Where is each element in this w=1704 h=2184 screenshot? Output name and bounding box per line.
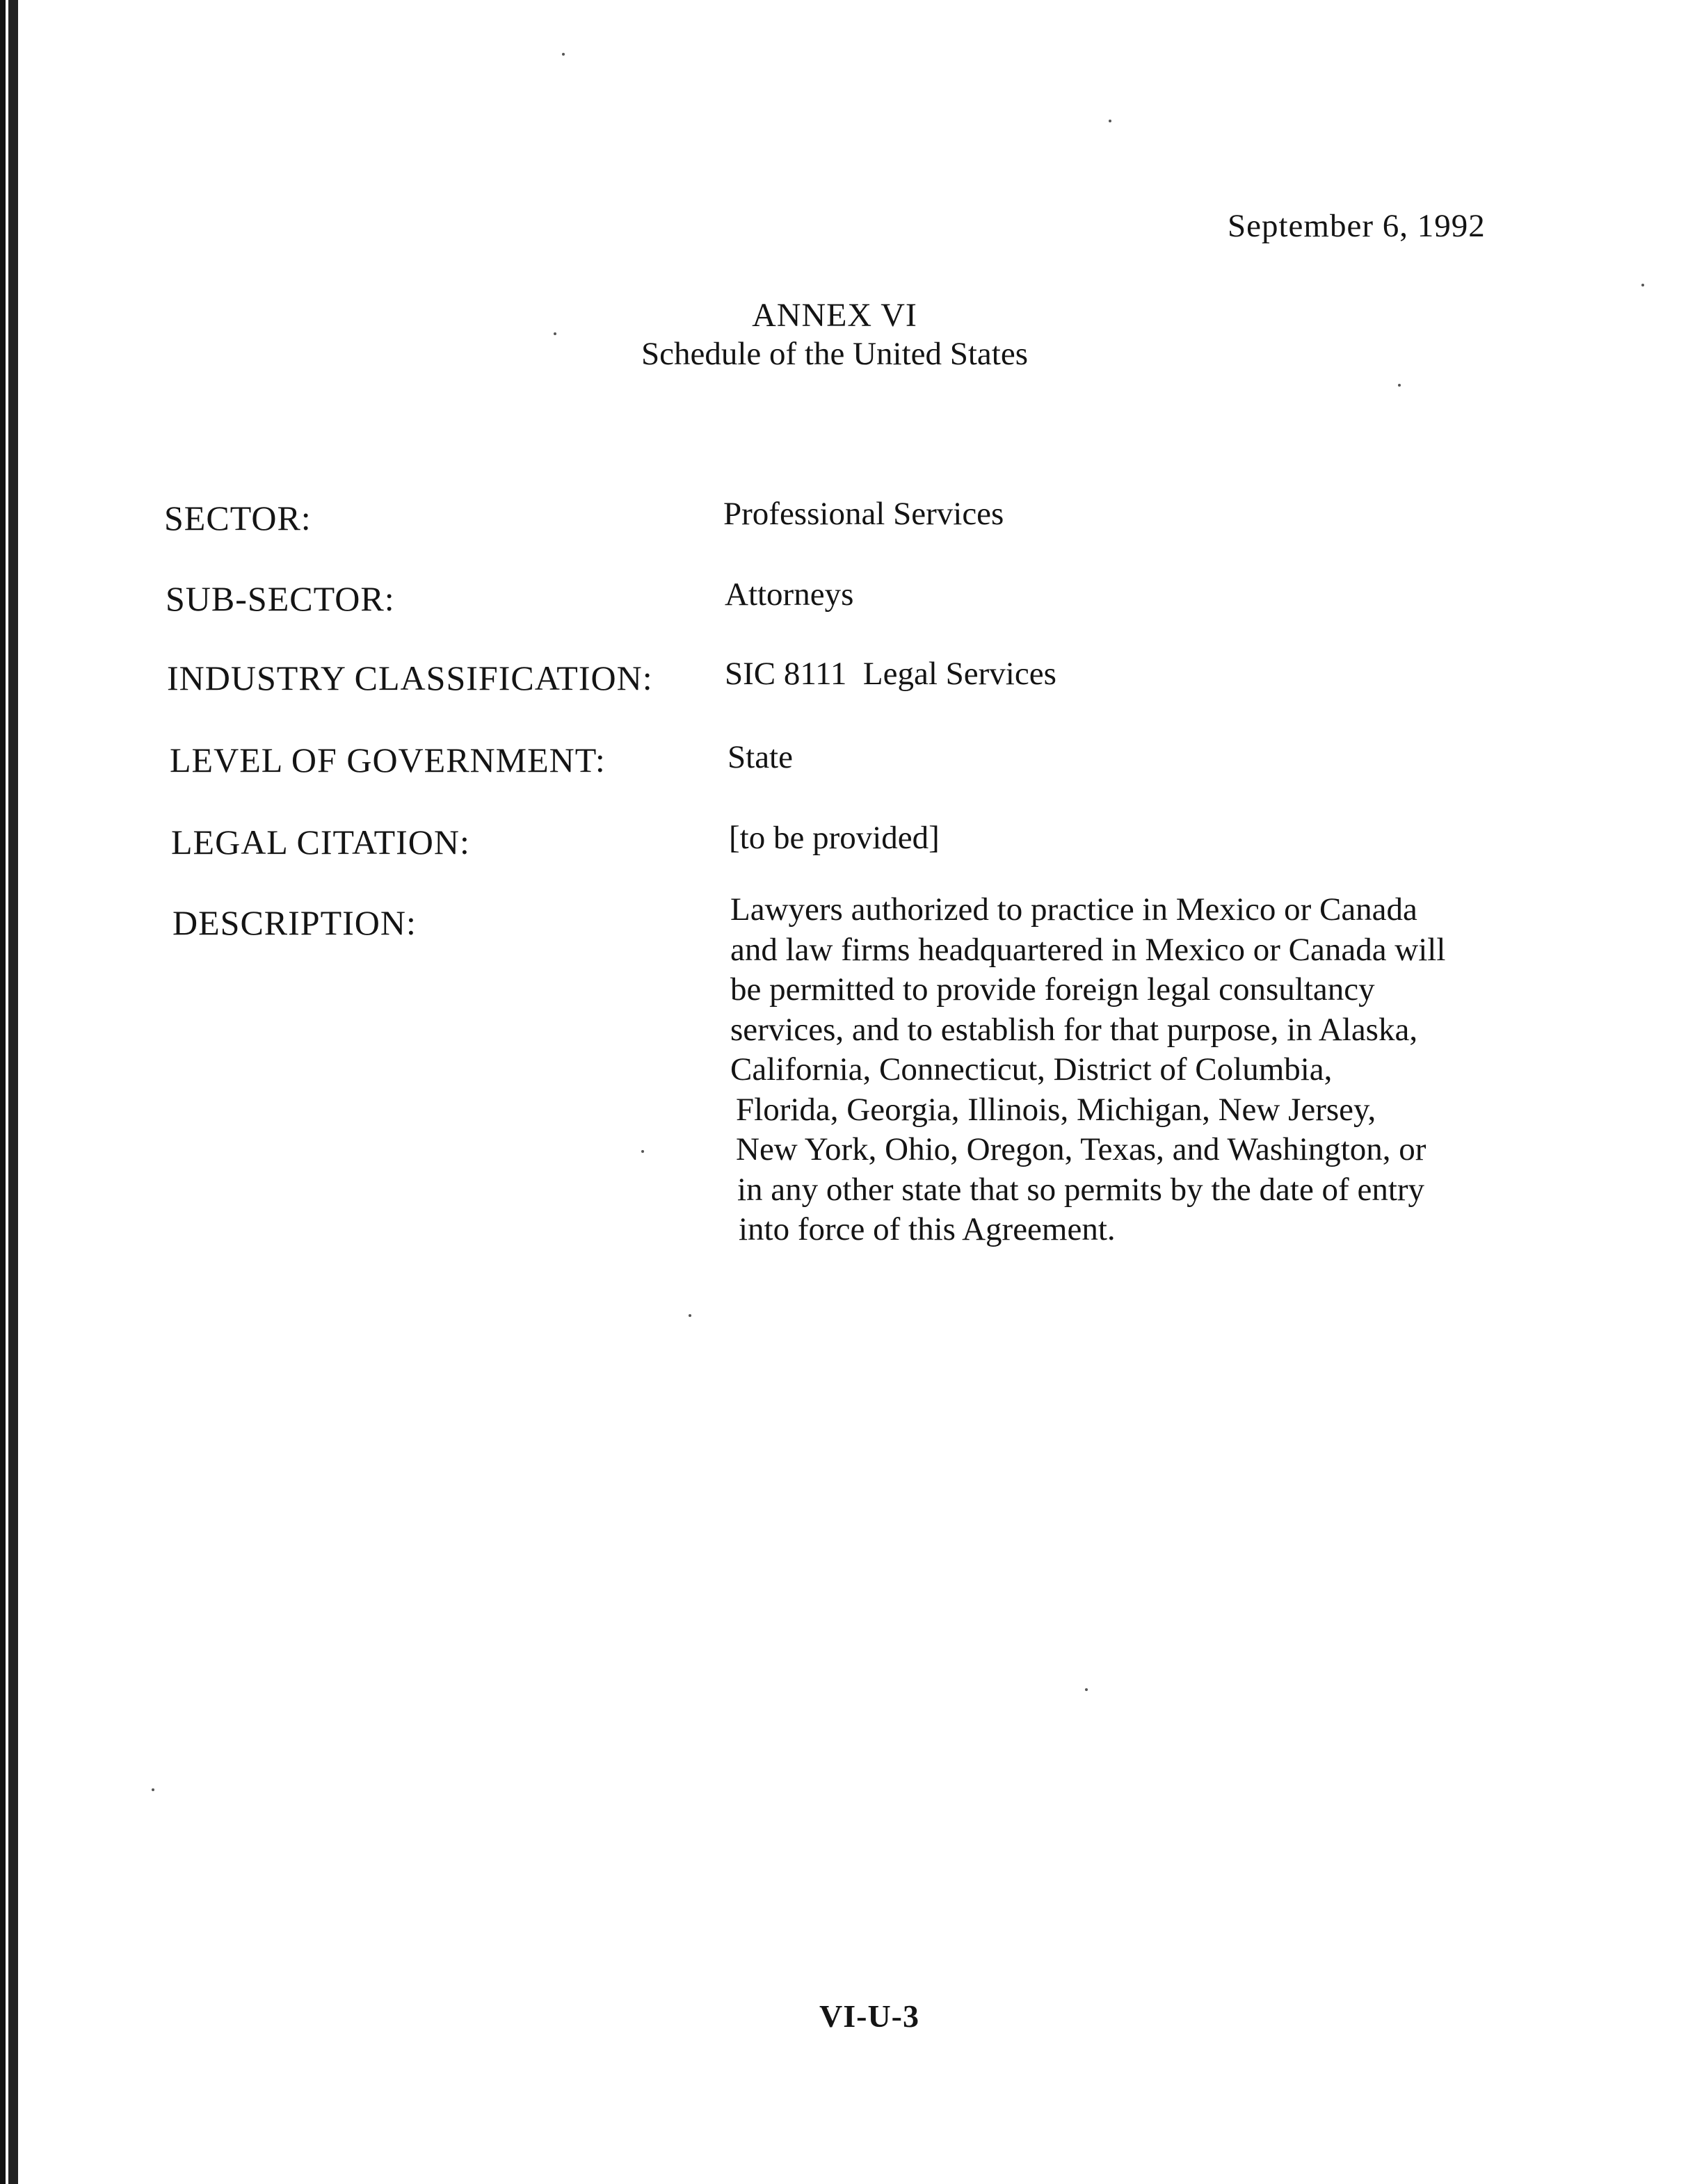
schedule-subtitle: Schedule of the United States — [641, 336, 1029, 372]
scan-speck — [1109, 120, 1111, 122]
scan-speck — [689, 1314, 691, 1317]
description-line: California, Connecticut, District of Columbia, — [730, 1051, 1333, 1087]
description-line: in any other state that so permits by the date of entry — [737, 1171, 1425, 1208]
scan-speck — [1641, 284, 1644, 286]
scan-speck — [1085, 1688, 1088, 1691]
document-date: September 6, 1992 — [1228, 208, 1486, 244]
page-number: VI-U-3 — [819, 1998, 919, 2034]
scan-speck — [152, 1788, 154, 1791]
description-line: Florida, Georgia, Illinois, Michigan, New Jersey, — [736, 1091, 1376, 1128]
level-of-government-label: LEVEL OF GOVERNMENT: — [170, 741, 606, 779]
industry-classification-value: SIC 8111 Legal Services — [725, 656, 1056, 692]
legal-citation-value: [to be provided] — [729, 820, 940, 856]
legal-citation-label: LEGAL CITATION: — [171, 823, 470, 862]
industry-classification-label: INDUSTRY CLASSIFICATION: — [167, 658, 653, 697]
annex-title: ANNEX VI — [752, 297, 917, 334]
scan-speck — [641, 1150, 644, 1153]
level-of-government-value: State — [728, 739, 793, 775]
scan-edge-border — [0, 0, 18, 2184]
description-line: and law firms headquartered in Mexico or Canada will — [730, 931, 1446, 968]
sector-value: Professional Services — [723, 496, 1004, 532]
description-line: New York, Ohio, Oregon, Texas, and Washington, or — [736, 1131, 1426, 1167]
description-text — [730, 890, 1551, 1250]
sub-sector-value: Attorneys — [725, 576, 854, 613]
description-line: into force of this Agreement. — [739, 1211, 1116, 1247]
description-line: services, and to establish for that purpose, in Alaska, — [730, 1011, 1418, 1048]
sub-sector-label: SUB-SECTOR: — [166, 579, 395, 618]
scan-speck — [1398, 384, 1401, 387]
description-line: Lawyers authorized to practice in Mexico or Canada — [730, 891, 1417, 928]
description-label: DESCRIPTION: — [172, 903, 417, 942]
sector-label: SECTOR: — [164, 499, 312, 537]
scan-speck — [562, 53, 565, 56]
description-line: be permitted to provide foreign legal consultancy — [730, 971, 1375, 1008]
